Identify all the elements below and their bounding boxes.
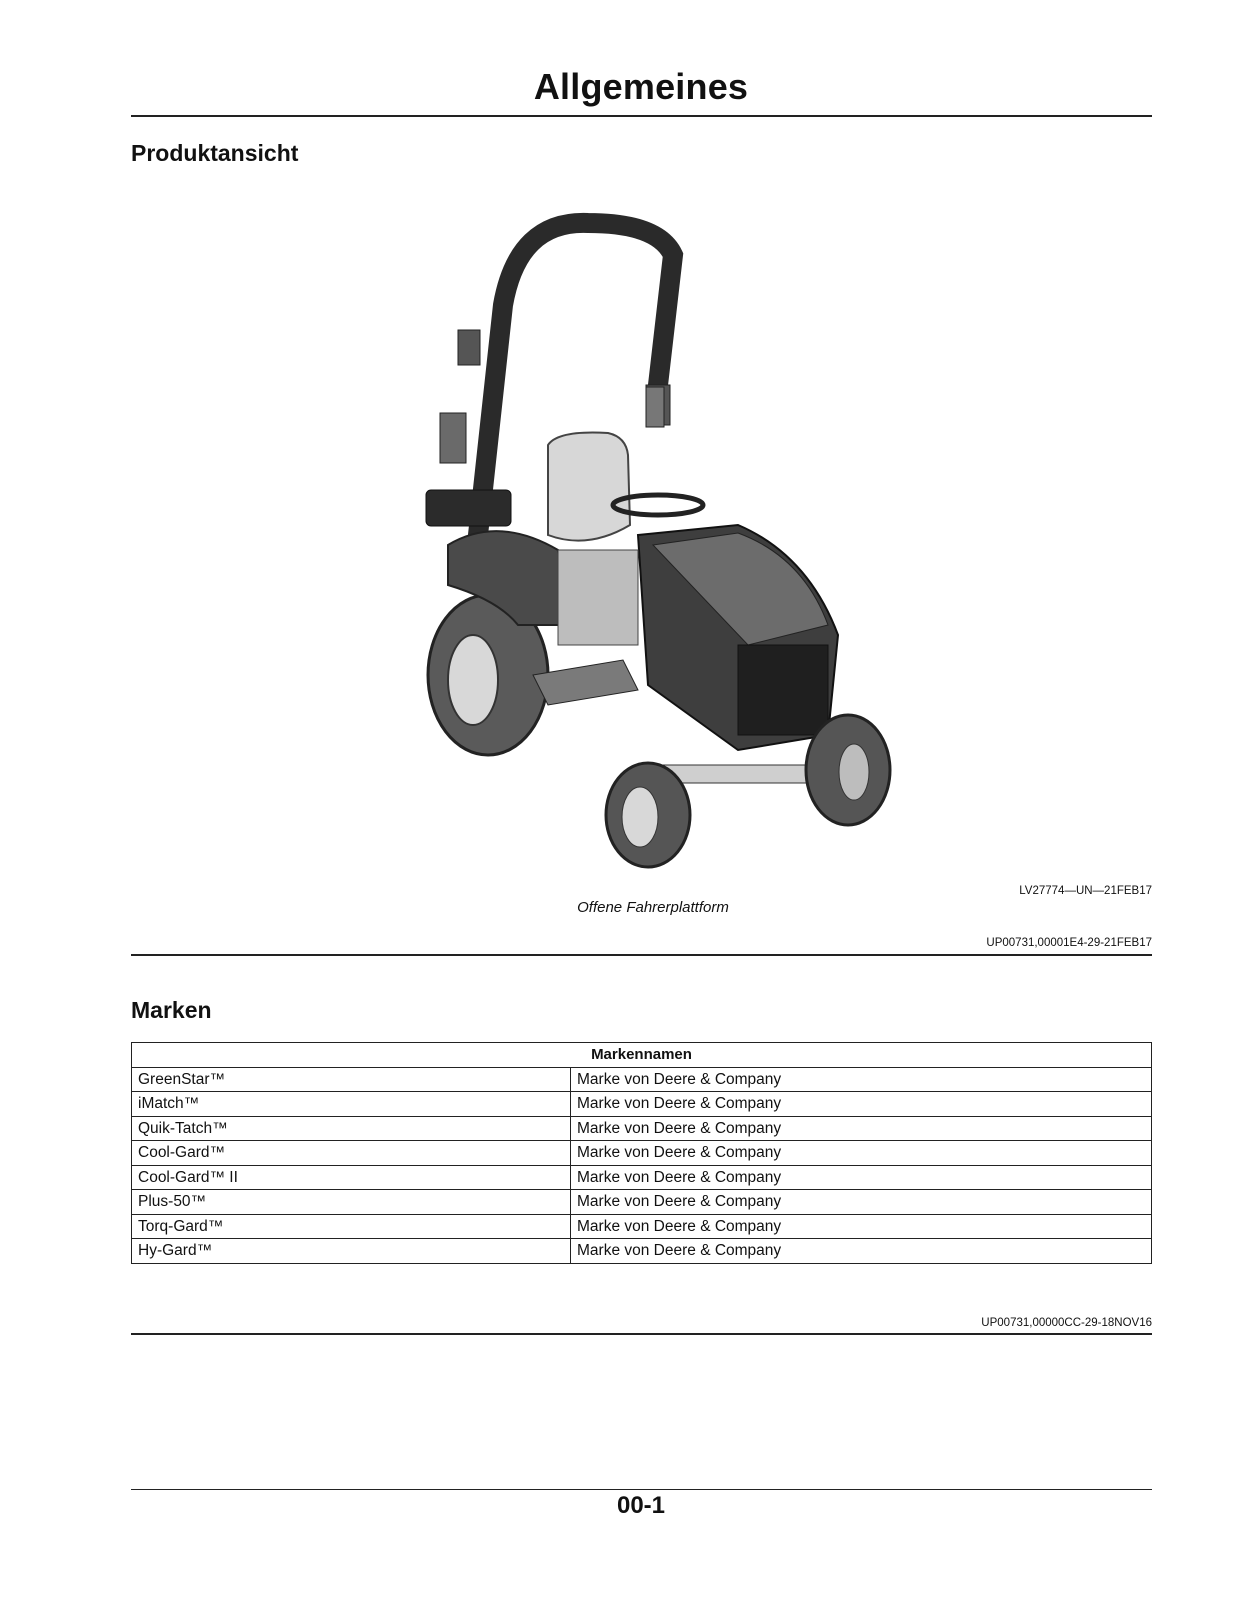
section-footer-code: UP00731,00001E4-29-21FEB17 [986,937,1152,949]
brand-owner: Marke von Deere & Company [571,1067,1152,1092]
table-row [132,1165,1152,1190]
brand-name: Hy-Gard™ [132,1239,571,1264]
brand-name: Quik-Tatch™ [132,1116,571,1141]
table-header: Markennamen [132,1043,1152,1068]
section-heading-product: Produktansicht [131,140,299,166]
table-row [132,1067,1152,1092]
page-number: 00-1 [616,1492,666,1519]
title-rule [131,115,1152,117]
brand-owner: Marke von Deere & Company [571,1141,1152,1166]
brand-owner: Marke von Deere & Company [571,1239,1152,1264]
brand-name: Plus-50™ [132,1190,571,1215]
table-row [132,1239,1152,1264]
table-row [132,1116,1152,1141]
brand-name: Torq-Gard™ [132,1214,571,1239]
section-heading-brands: Marken [131,997,212,1023]
brand-name: iMatch™ [132,1092,571,1117]
tractor-illustration [408,205,908,870]
section-rule [131,1333,1152,1335]
table-row [132,1190,1152,1215]
brand-owner: Marke von Deere & Company [571,1214,1152,1239]
brand-name: Cool-Gard™ II [132,1165,571,1190]
section-rule [131,954,1152,956]
table-row [132,1141,1152,1166]
brands-table [131,1042,1152,1264]
figure-code: LV27774—UN—21FEB17 [1019,885,1152,897]
section-footer-code: UP00731,00000CC-29-18NOV16 [981,1317,1152,1329]
table-header-row [132,1043,1152,1068]
brand-owner: Marke von Deere & Company [571,1116,1152,1141]
page-title: Allgemeines [533,66,749,107]
brand-owner: Marke von Deere & Company [571,1190,1152,1215]
footer-rule [131,1489,1152,1490]
table-row [132,1092,1152,1117]
brand-owner: Marke von Deere & Company [571,1165,1152,1190]
table-row [132,1214,1152,1239]
brand-name: Cool-Gard™ [132,1141,571,1166]
brand-owner: Marke von Deere & Company [571,1092,1152,1117]
brand-name: GreenStar™ [132,1067,571,1092]
figure-caption: Offene Fahrerplattform [577,899,729,916]
